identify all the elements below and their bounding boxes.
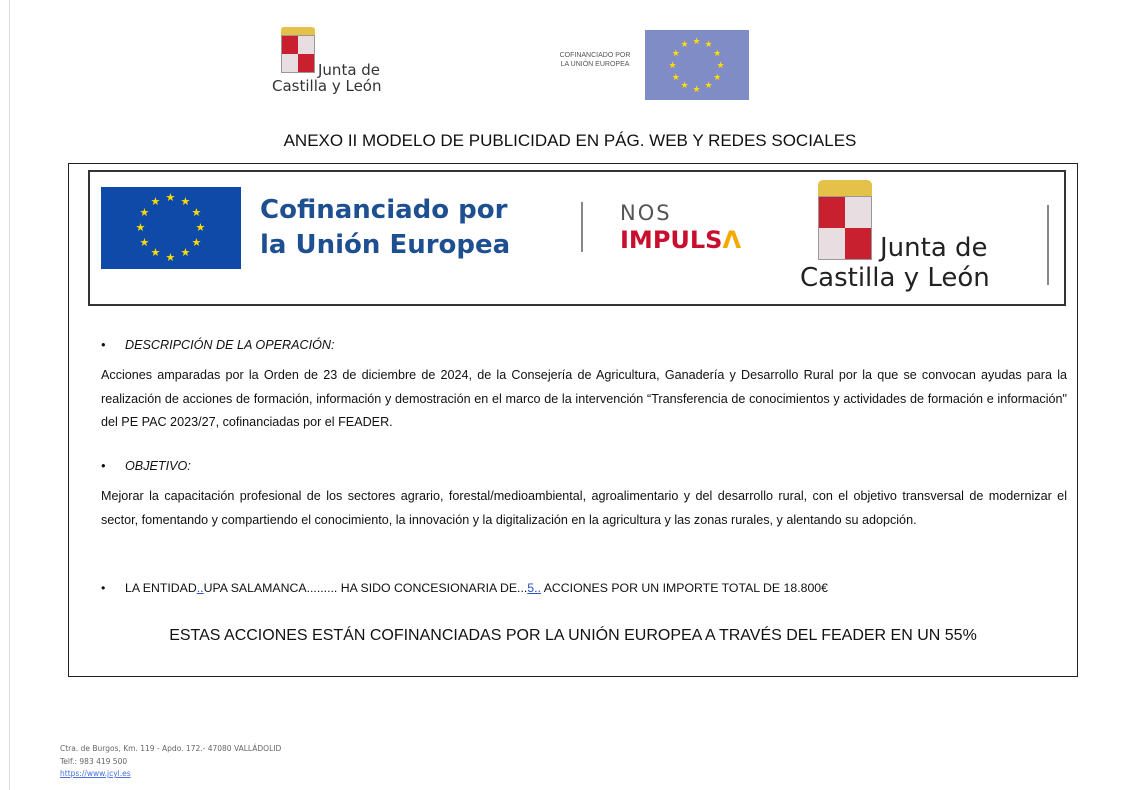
footer [60,743,281,781]
separator [1047,205,1049,285]
eu-star-icon: ★ [150,247,161,260]
junta-logo-text [272,63,381,95]
desc-heading: • DESCRIPCIÓN DE LA OPERACIÓN: [101,338,335,352]
entity-p2: UPA SALAMANCA......... HA SIDO CONCESIONARIA DE... [203,581,528,595]
eu-flag-small-icon [645,30,749,100]
footer-address: Ctra. de Burgos, Km. 119 - Apdo. 172.- 47080 VALLÁDOLID [60,744,282,753]
eu-star-icon: ★ [704,38,713,49]
eu-star-icon: ★ [135,221,146,234]
eu-star-icon: ★ [671,47,680,58]
eu-star-icon: ★ [716,59,725,70]
desc-heading-text: DESCRIPCIÓN DE LA OPERACIÓN: [125,338,335,352]
eu-banner-line2: la Unión Europea [260,230,511,260]
eu-small-line2: LA UNIÓN EUROPEA [560,61,630,68]
obj-heading-text: OBJETIVO: [125,459,191,473]
entity-line: • LA ENTIDAD..UPA SALAMANCA......... HA SIDO CONCESIONARIA DE...5.. ACCIONES POR UN IMPORTE TOTAL DE 18.800€ [101,581,828,595]
eu-star-icon: ★ [713,47,722,58]
eu-banner-line1: Cofinanciado por [260,195,508,225]
junta-banner-line1: Junta de [880,233,988,263]
eu-star-icon: ★ [671,71,680,82]
footer-link[interactable]: https://www.jcyl.es [60,769,131,778]
separator [581,202,583,252]
eu-star-icon: ★ [191,236,202,249]
footer-phone: Telf.: 983 419 500 [60,756,128,766]
eu-star-icon: ★ [139,236,150,249]
impulsa-text: IMPULS [620,226,723,254]
entity-count: 5.. [527,581,541,595]
entity-u1: .. [196,581,204,595]
obj-text: Mejorar la capacitación profesional de los sectores agrario, forestal/medioambiental, agroalimentario y del desarrollo rural, con el objetivo transversal de modernizar el sector, fomentando y compartiendo el conocimiento, la innovación y la digitalización en la agricultura y las zonas rurales, y alentando su adopción. [101,489,1067,527]
eu-star-icon: ★ [680,80,689,91]
eu-star-icon: ★ [680,38,689,49]
desc-text: Acciones amparadas por la Orden de 23 de diciembre de 2024, de la Consejería de Agricultura, Ganadería y Desarrollo Rural por la que se convocan ayudas para la realización de acciones de formación, información y demostración en el marco de la intervención “Transferencia de conocimientos y actividades de formación e información" del PE PAC 2023/27, cofinanciadas por el FEADER. [101,368,1067,429]
closing-statement: ESTAS ACCIONES ESTÁN COFINANCIADAS POR LA UNIÓN EUROPEA A TRAVÉS DEL FEADER EN UN 55% [169,627,977,644]
obj-heading: • OBJETIVO: [101,459,191,473]
eu-star-icon: ★ [180,247,191,260]
eu-small-line1: COFINANCIADO POR [559,52,631,59]
impulsa-a: Λ [722,226,742,254]
entity-p3: ACCIONES POR UN IMPORTE TOTAL DE 18.800€ [540,581,828,595]
eu-star-icon: ★ [713,71,722,82]
junta-banner-line2: Castilla y León [800,263,990,293]
junta-line2: Castilla y León [272,76,382,95]
eu-banner-text [260,193,510,263]
page-edge [9,0,10,790]
nos-impulsa-logo [620,200,741,254]
eu-flag-icon [101,187,241,269]
eu-star-icon: ★ [692,35,701,46]
eu-star-icon: ★ [195,221,206,234]
junta-line1: Junta de [318,61,381,79]
eu-small-caption [548,51,642,69]
eu-star-icon: ★ [165,191,176,204]
eu-star-icon: ★ [150,195,161,208]
eu-star-icon: ★ [704,80,713,91]
entity-p1: LA ENTIDAD [125,581,197,595]
eu-star-icon: ★ [139,206,150,219]
eu-star-icon: ★ [692,83,701,94]
nos-text: NOS [620,201,672,225]
page-title: ANEXO II MODELO DE PUBLICIDAD EN PÁG. WEB Y REDES SOCIALES [283,131,857,150]
eu-star-icon: ★ [165,251,176,264]
eu-star-icon: ★ [191,206,202,219]
junta-banner-text [800,233,990,293]
eu-star-icon: ★ [668,59,677,70]
eu-star-icon: ★ [180,195,191,208]
